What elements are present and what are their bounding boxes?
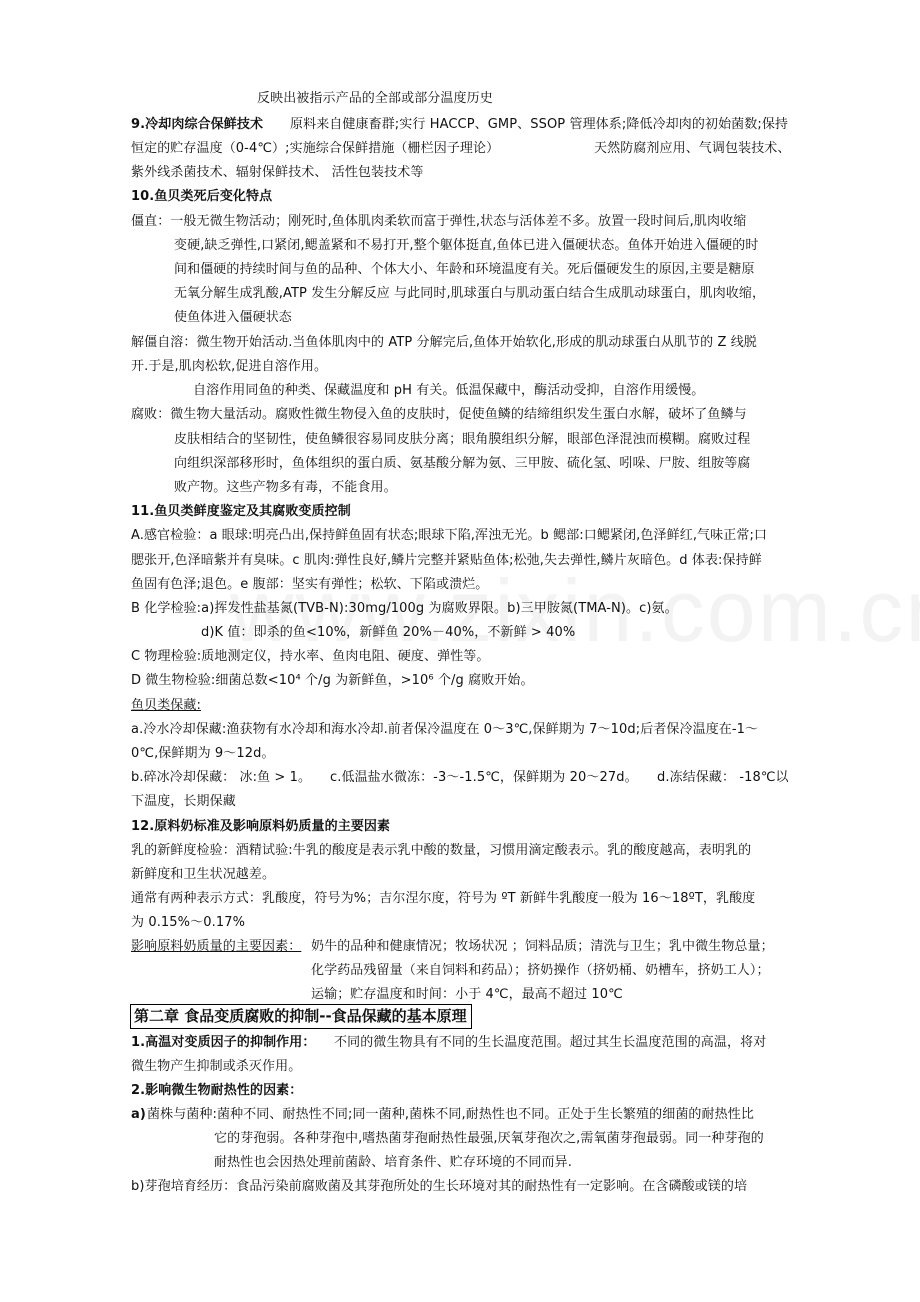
paragraph-line: 败产物。这些产物多有毒，不能食用。	[174, 480, 397, 495]
paragraph-line: a.冷水冷却保藏:渔获物有水冷却和海水冷却.前者保冷温度在 0～3℃,保鲜期为 7～10d;后者保冷温度在-1～	[131, 722, 759, 737]
paragraph-line: 运输；贮存温度和时间：小于 4℃，最高不超过 10℃	[311, 987, 623, 1002]
paragraph-line: 奶牛的品种和健康情况；牧场状况 ；饲料品质；清洗与卫生；乳中微生物总量；	[311, 939, 774, 954]
paragraph-line: 腮张开,色泽暗紫并有臭味。c 肌肉:弹性良好,鳞片完整并紧贴鱼体;松弛,失去弹性,鳞片灰暗色。d 体表:保持鲜	[131, 553, 762, 568]
paragraph-line: D 微生物检验:细菌总数<10⁴ 个/g 为新鲜鱼，>10⁶ 个/g 腐败开始。	[131, 673, 534, 688]
paragraph-line: 通常有两种表示方式：乳酸度，符号为%；吉尔涅尔度，符号为 ºT 新鲜牛乳酸度一般为 16～18ºT，乳酸度	[131, 891, 756, 906]
subheading: 鱼贝类保藏:	[131, 698, 201, 713]
subheading: 影响原料奶质量的主要因素：	[131, 939, 302, 954]
paragraph-line: 紫外线杀菌技术、辐射保鲜技术、 活性包装技术等	[131, 165, 424, 180]
paragraph-line: 微生物产生抑制或杀灭作用。	[131, 1059, 302, 1074]
paragraph-line: 菌株与菌种:菌种不同、耐热性不同;同一菌种,菌株不同,耐热性也不同。正处于生长繁殖的细菌的耐热性比	[147, 1107, 754, 1122]
paragraph-line: 它的芽孢弱。各种芽孢中,嗜热菌芽孢耐热性最强,厌氧芽孢次之,需氧菌芽孢最弱。同一种芽孢的	[214, 1131, 764, 1146]
section-heading-9: 9.冷却肉综合保鲜技术	[131, 117, 264, 132]
paragraph-line: 乳的新鲜度检验：酒精试验:牛乳的酸度是表示乳中酸的数量，习惯用滴定酸表示。乳的酸度越高，表明乳的	[131, 843, 752, 858]
paragraph-line: 使鱼体进入僵硬状态	[174, 310, 292, 325]
section-heading-11: 11.鱼贝类鲜度鉴定及其腐败变质控制	[131, 504, 351, 519]
paragraph-line: 恒定的贮存温度（0-4℃）;实施综合保鲜措施（栅栏因子理论）	[131, 141, 500, 156]
paragraph-line: 天然防腐剂应用、气调包装技术、	[594, 141, 791, 156]
paragraph-line: B 化学检验:a)挥发性盐基氮(TVB-N):30mg/100g 为腐败界限。b)三甲胺氮(TMA-N)。c)氨。	[131, 601, 678, 616]
paragraph-line: c.低温盐水微冻：-3～-1.5℃，保鲜期为 20～27d。	[330, 770, 638, 785]
paragraph-line: 解僵自溶：微生物开始活动.当鱼体肌肉中的 ATP 分解完后,鱼体开始软化,形成的肌动球蛋白从肌节的 Z 线脱	[131, 335, 757, 350]
paragraph-line: 新鲜度和卫生状况越差。	[131, 867, 276, 882]
paragraph-line: 皮肤相结合的坚韧性，使鱼鳞很容易同皮肤分离；眼角膜组织分解，眼部色泽混浊而模糊。腐败过程	[174, 432, 751, 447]
chapter-heading: 第二章 食品变质腐败的抑制--食品保藏的基本原理	[130, 1004, 472, 1029]
section-heading-12: 12.原料奶标准及影响原料奶质量的主要因素	[131, 819, 391, 834]
paragraph-line: 间和僵硬的持续时间与鱼的品种、个体大小、年龄和环境温度有关。死后僵硬发生的原因,主要是糖原	[174, 262, 755, 277]
paragraph-line: 变硬,缺乏弹性,口紧闭,鳃盖紧和不易打开,整个躯体挺直,鱼体已进入僵硬状态。鱼体开始进入僵硬的时	[174, 238, 759, 253]
paragraph-line: C 物理检验:质地测定仪，持水率、鱼肉电阻、硬度、弹性等。	[131, 649, 490, 664]
paragraph-line: A.感官检验：a 眼球:明亮凸出,保持鲜鱼固有状态;眼球下陷,浑浊无光。b 鳃部:口鳃紧闭,色泽鲜红,气味正常;口	[131, 528, 768, 543]
paragraph-line: 0℃,保鲜期为 9～12d。	[131, 746, 275, 761]
paragraph-line: 耐热性也会因热处理前菌龄、培育条件、贮存环境的不同而异.	[214, 1155, 572, 1170]
paragraph-line: d)K 值：即杀的鱼<10%，新鲜鱼 20%－40%，不新鲜 > 40%	[201, 625, 576, 640]
section-heading-2: 2.影响微生物耐热性的因素：	[131, 1083, 303, 1098]
paragraph-line: 自溶作用同鱼的种类、保藏温度和 pH 有关。低温保藏中，酶活动受抑，自溶作用缓慢。	[193, 383, 705, 398]
section-heading-1: 1.高温对变质因子的抑制作用：	[131, 1035, 316, 1050]
section-heading-10: 10.鱼贝类死后变化特点	[131, 189, 273, 204]
paragraph-line: 无氧分解生成乳酸,ATP 发生分解反应 与此同时,肌球蛋白与肌动蛋白结合生成肌动球蛋白，肌肉收缩，	[174, 286, 766, 301]
paragraph-line: 反映出被指示产品的全部或部分温度历史	[257, 91, 493, 106]
paragraph-line: 鱼固有色泽;退色。e 腹部：坚实有弹性；松软、下陷或溃烂。	[131, 577, 489, 592]
paragraph-line: 化学药品残留量（来自饲料和药品）；挤奶操作（挤奶桶、奶槽车，挤奶工人）；	[311, 963, 770, 978]
paragraph-line: b.碎冰冷却保藏： 冰:鱼 > 1。	[131, 770, 312, 785]
paragraph-line: 开.于是,肌肉松软,促进自溶作用。	[131, 359, 328, 374]
paragraph-line: 不同的微生物具有不同的生长温度范围。超过其生长温度范围的高温，将对	[334, 1035, 767, 1050]
paragraph-line: 腐败：微生物大量活动。腐败性微生物侵入鱼的皮肤时，促使鱼鳞的结缔组织发生蛋白水解，破坏了鱼鳞与	[131, 407, 747, 422]
list-marker: a)	[131, 1107, 146, 1122]
paragraph-line: 为 0.15%～0.17%	[131, 915, 246, 930]
paragraph-line: d.冻结保藏： -18℃以	[657, 770, 789, 785]
paragraph-line: 向组织深部移形时，鱼体组织的蛋白质、氨基酸分解为氨、三甲胺、硫化氢、吲哚、尸胺、组胺等腐	[174, 456, 751, 471]
paragraph-line: 僵直：一般无微生物活动；刚死时,鱼体肌肉柔软而富于弹性,状态与活体差不多。放置一段时间后,肌肉收缩	[131, 214, 747, 229]
paragraph-line: 下温度，长期保藏	[131, 794, 236, 809]
paragraph-line: 原料来自健康畜群;实行 HACCP、GMP、SSOP 管理体系;降低冷却肉的初始菌数;保持	[290, 117, 789, 132]
paragraph-line: b)芽孢培育经历：食品污染前腐败菌及其芽孢所处的生长环境对其的耐热性有一定影响。在含磷酸或镁的培	[131, 1179, 748, 1194]
